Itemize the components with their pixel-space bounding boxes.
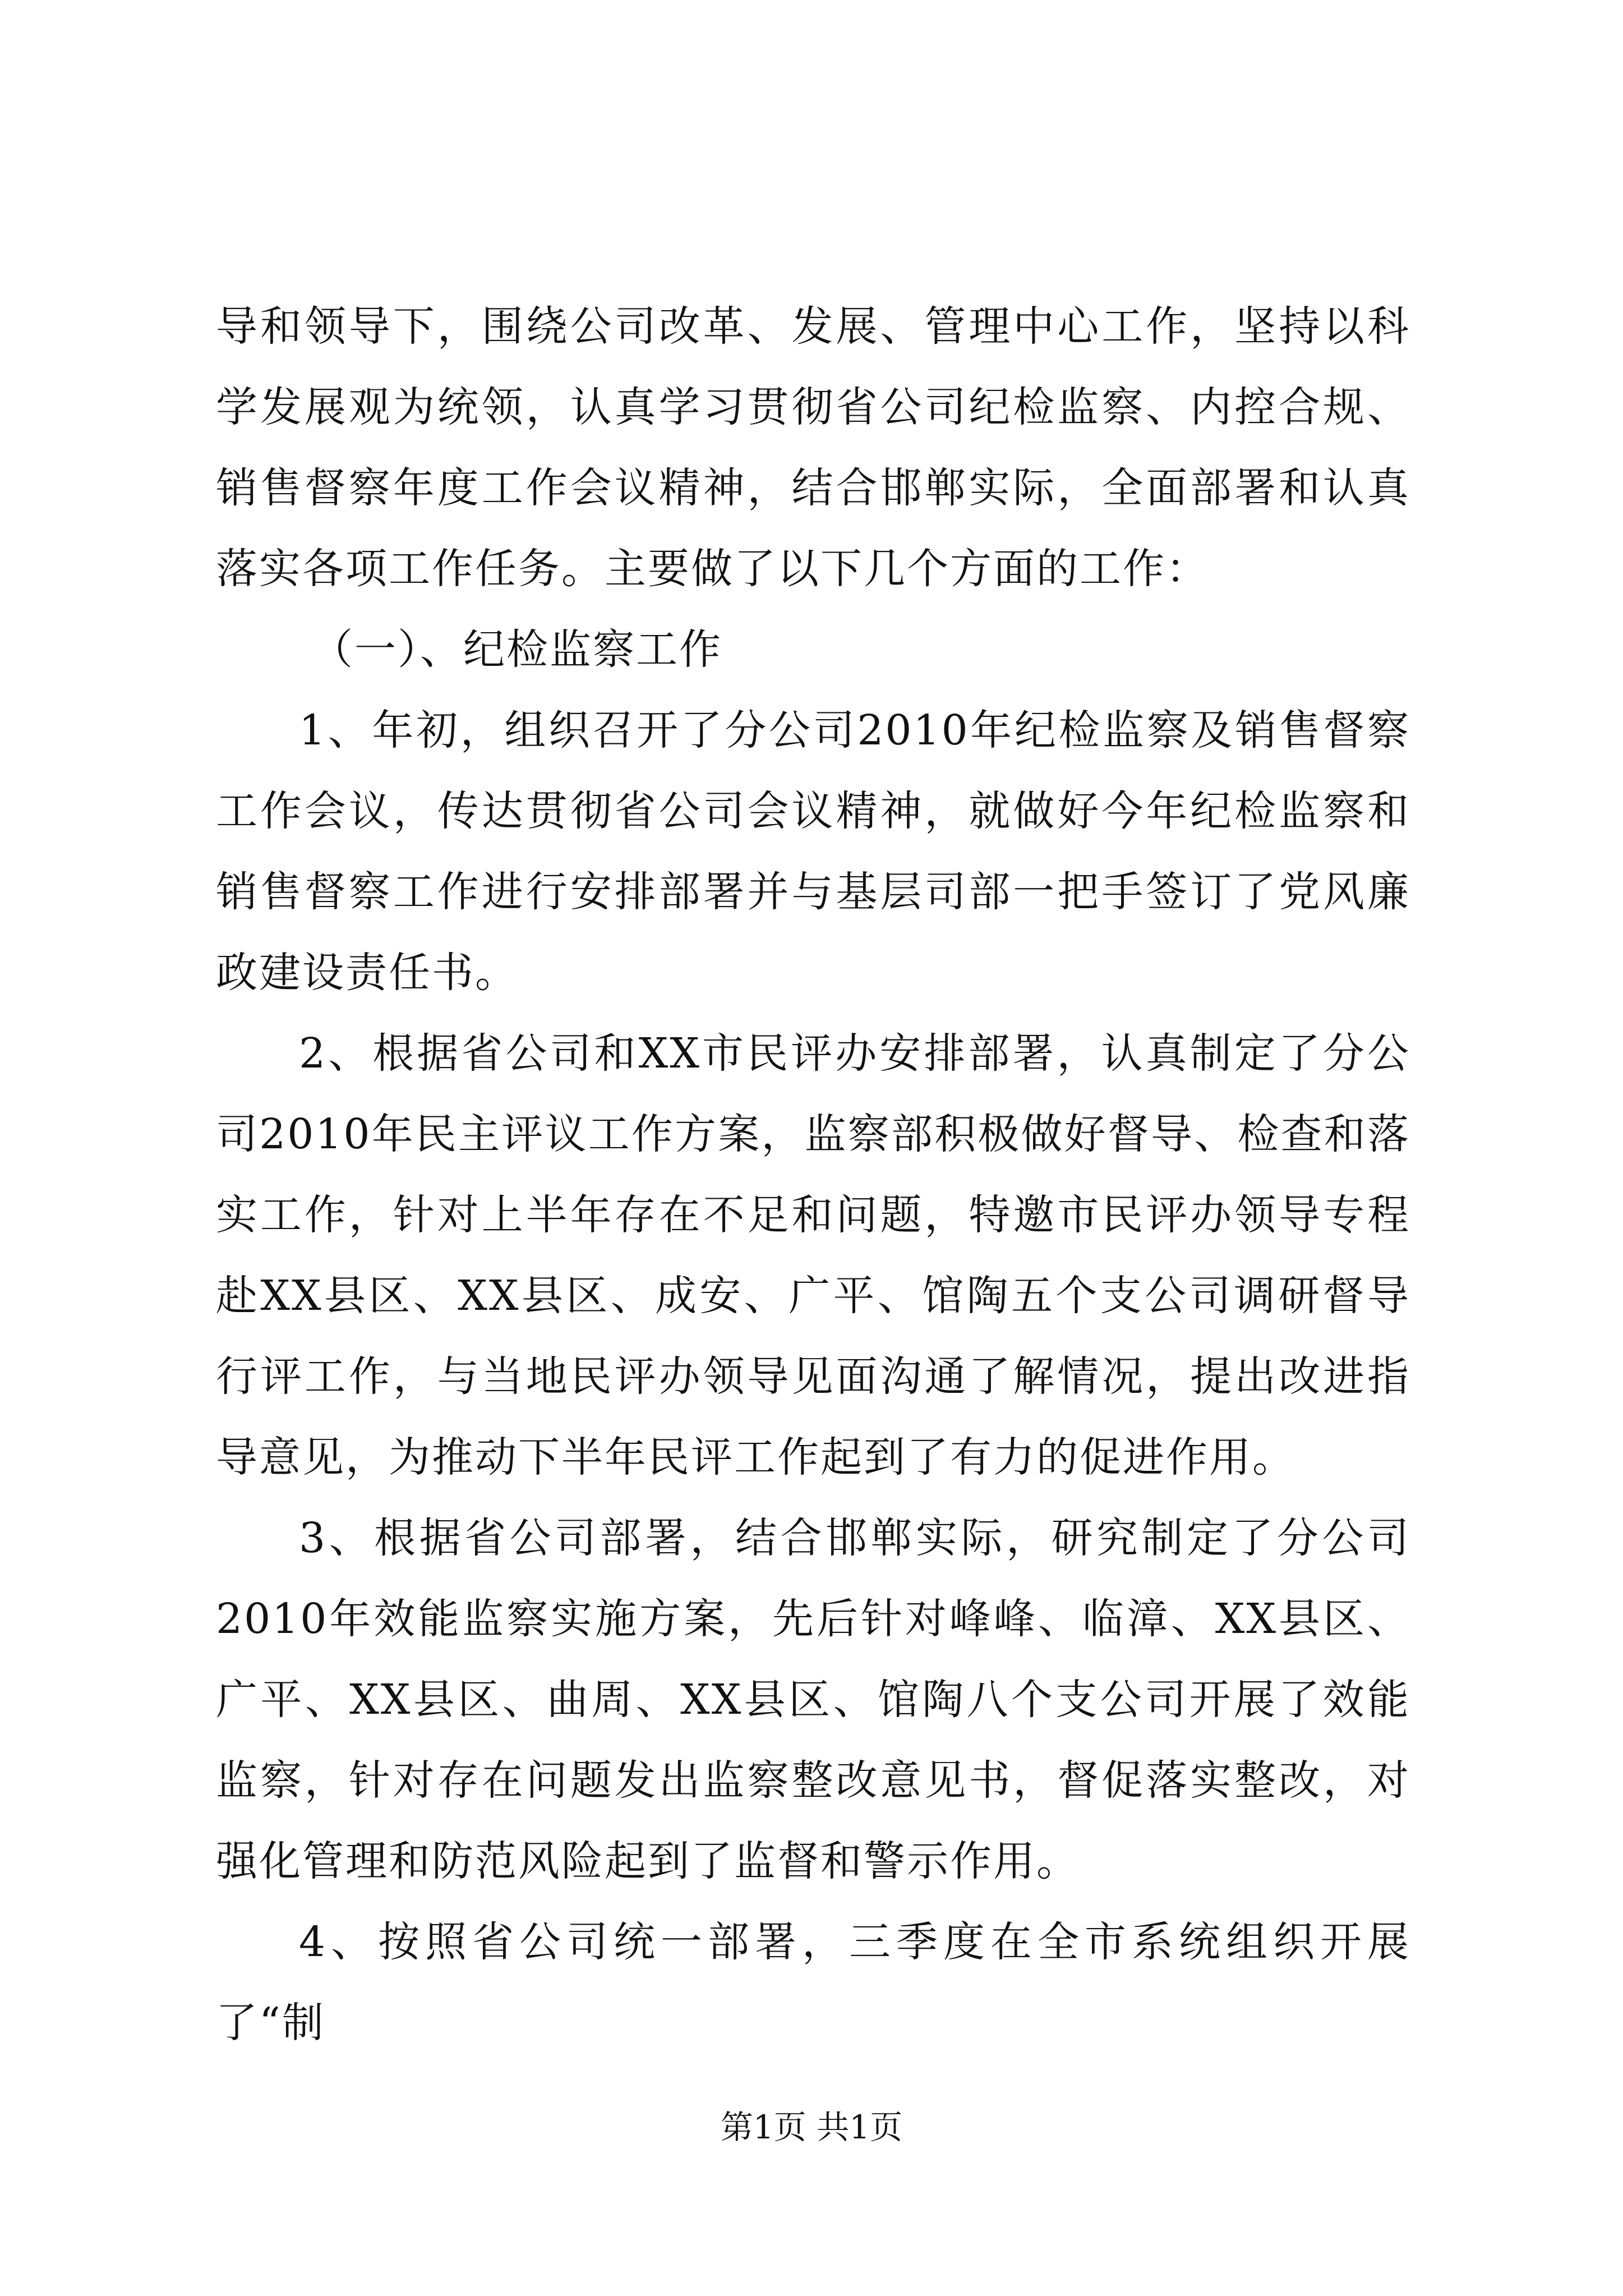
paragraph-item-2: 2、根据省公司和XX市民评办安排部署，认真制定了分公司2010年民主评议工作方案，监察部积极做好督导、检查和落实工作，针对上半年存在不足和问题，特邀市民评办领导专程赴XX县区、XX县区、成安、广平、馆陶五个支公司调研督导行评工作，与当地民评办领导见面沟通了解情况，提出改进指导意见，为推动下半年民评工作起到了有力的促进作用。 [216, 1029, 1410, 1481]
paragraph-intro: 导和领导下，围绕公司改革、发展、管理中心工作，坚持以科学发展观为统领，认真学习贯彻省公司纪检监察、内控合规、销售督察年度工作会议精神，结合邯郸实际，全面部署和认真落实各项工作任务。主要做了以下几个方面的工作： [216, 302, 1410, 593]
paragraph-item-1: 1、年初，组织召开了分公司2010年纪检监察及销售督察工作会议，传达贯彻省公司会议精神，就做好今年纪检监察和销售督察工作进行安排部署并与基层司部一把手签订了党风廉政建设责任书。 [216, 706, 1410, 997]
page-number-footer: 第1页 共1页 [720, 2108, 903, 2146]
section-heading: （一）、纪检监察工作 [311, 625, 722, 674]
paragraph-item-4: 4、按照省公司统一部署，三季度在全市系统组织开展了“制 [216, 1918, 1410, 2047]
paragraph-item-3: 3、根据省公司部署，结合邯郸实际，研究制定了分公司2010年效能监察实施方案，先后针对峰峰、临漳、XX县区、广平、XX县区、曲周、XX县区、馆陶八个支公司开展了效能监察，针对存在问题发出监察整改意见书，督促落实整改，对强化管理和防范风险起到了监督和警示作用。 [216, 1514, 1410, 1885]
document-body [216, 286, 1410, 2063]
